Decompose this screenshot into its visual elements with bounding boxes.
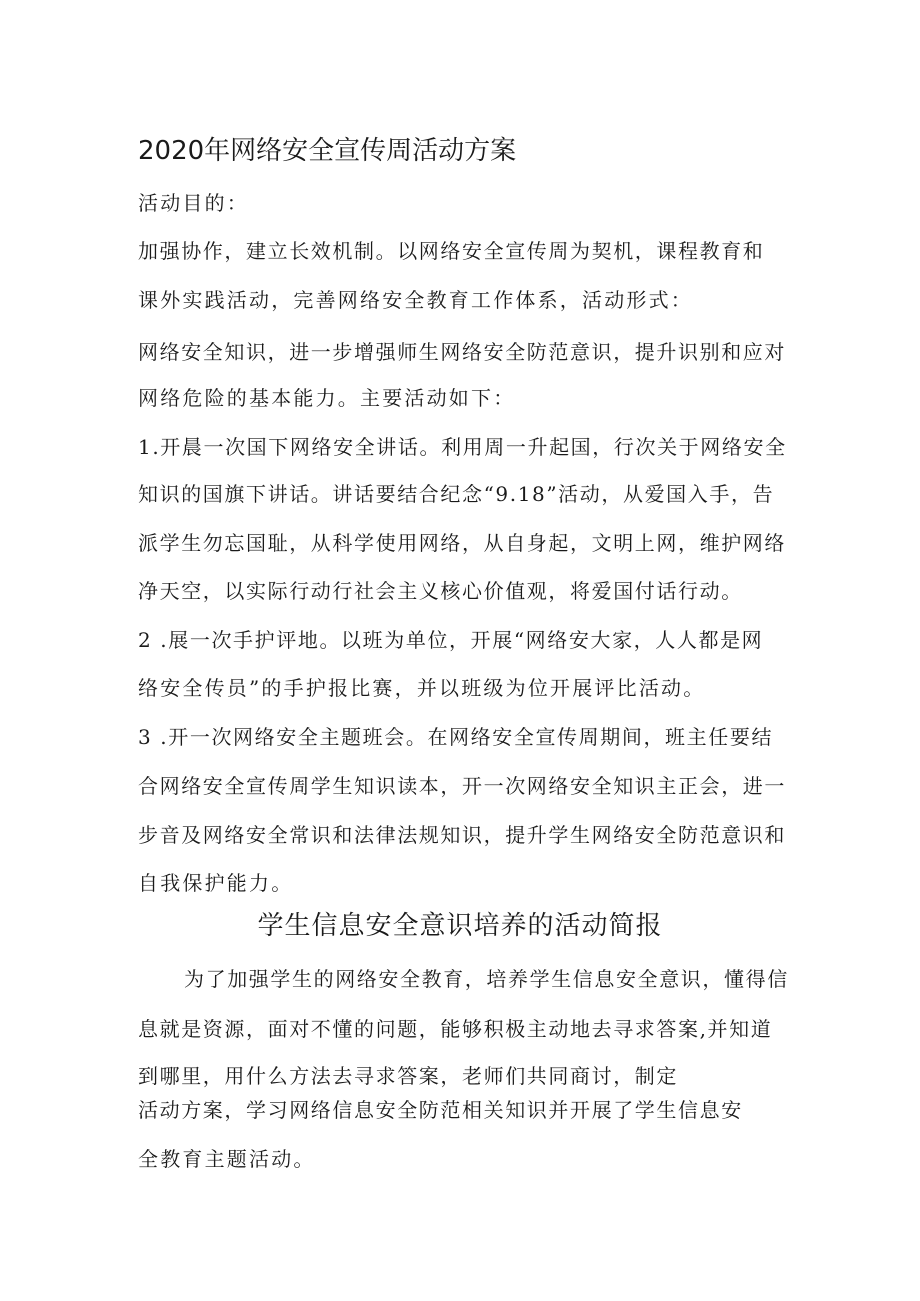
text-line: 加强协作，建立长效机制。以网络安全宣传周为契机，课程教育和 xyxy=(138,239,765,263)
text-line: 活动目的： xyxy=(138,191,249,215)
text-line: 2 .展一次手护评地。以班为单位，开展“网络安大家，人人都是网 xyxy=(138,628,764,652)
text-line: 活动方案，学习网络信息安全防范相关知识并开展了学生信息安 xyxy=(138,1098,743,1122)
text-line: 网络安全知识，进一步增强师生网络安全防范意识，提升识别和应对 xyxy=(138,340,786,364)
text-line: 步音及网络安全常识和法律法规知识，提升学生网络安全防范意识和 xyxy=(138,823,786,847)
text-line: 课外实践活动，完善网络安全教育工作体系，活动形式： xyxy=(138,288,693,312)
text-line: 1.开晨一次国下网络安全讲话。利用周一升起国，行次关于网络安全 xyxy=(138,435,787,459)
text-line: 净天空，以实际行动行社会主义核心价值观，将爱国付话行动。 xyxy=(138,579,743,603)
document-title: 2020年网络安全宣传周活动方案 xyxy=(138,136,517,166)
text-line: 派学生勿忘国耻，从科学使用网络，从自身起，文明上网，维护网络 xyxy=(138,531,786,555)
text-line: 为了加强学生的网络安全教育，培养学生信息安全意识，懂得信 xyxy=(184,967,789,991)
text-line: 全教育主题活动。 xyxy=(138,1147,316,1171)
text-line: 息就是资源，面对不懂的问题，能够积极主动地去寻求答案,并知道 xyxy=(138,1017,773,1041)
text-line: 合网络安全宣传周学生知识读本，开一次网络安全知识主正会，进一 xyxy=(138,774,786,798)
text-line: 知识的国旗下讲话。讲话要结合纪念“9.18”活动，从爱国入手，告 xyxy=(138,482,775,506)
text-line: 网络危险的基本能力。主要活动如下： xyxy=(138,386,516,410)
text-line: 到哪里，用什么方法去寻求答案，老师们共同商讨，制定 xyxy=(138,1064,678,1088)
text-line: 3 .开一次网络安全主题班会。在网络安全宣传周期间，班主任要结 xyxy=(138,725,774,749)
text-line: 自我保护能力。 xyxy=(138,871,294,895)
text-line: 络安全传员”的手护报比赛，并以班级为位开展评比活动。 xyxy=(138,676,706,700)
brief-title: 学生信息安全意识培养的活动简报 xyxy=(257,911,663,941)
